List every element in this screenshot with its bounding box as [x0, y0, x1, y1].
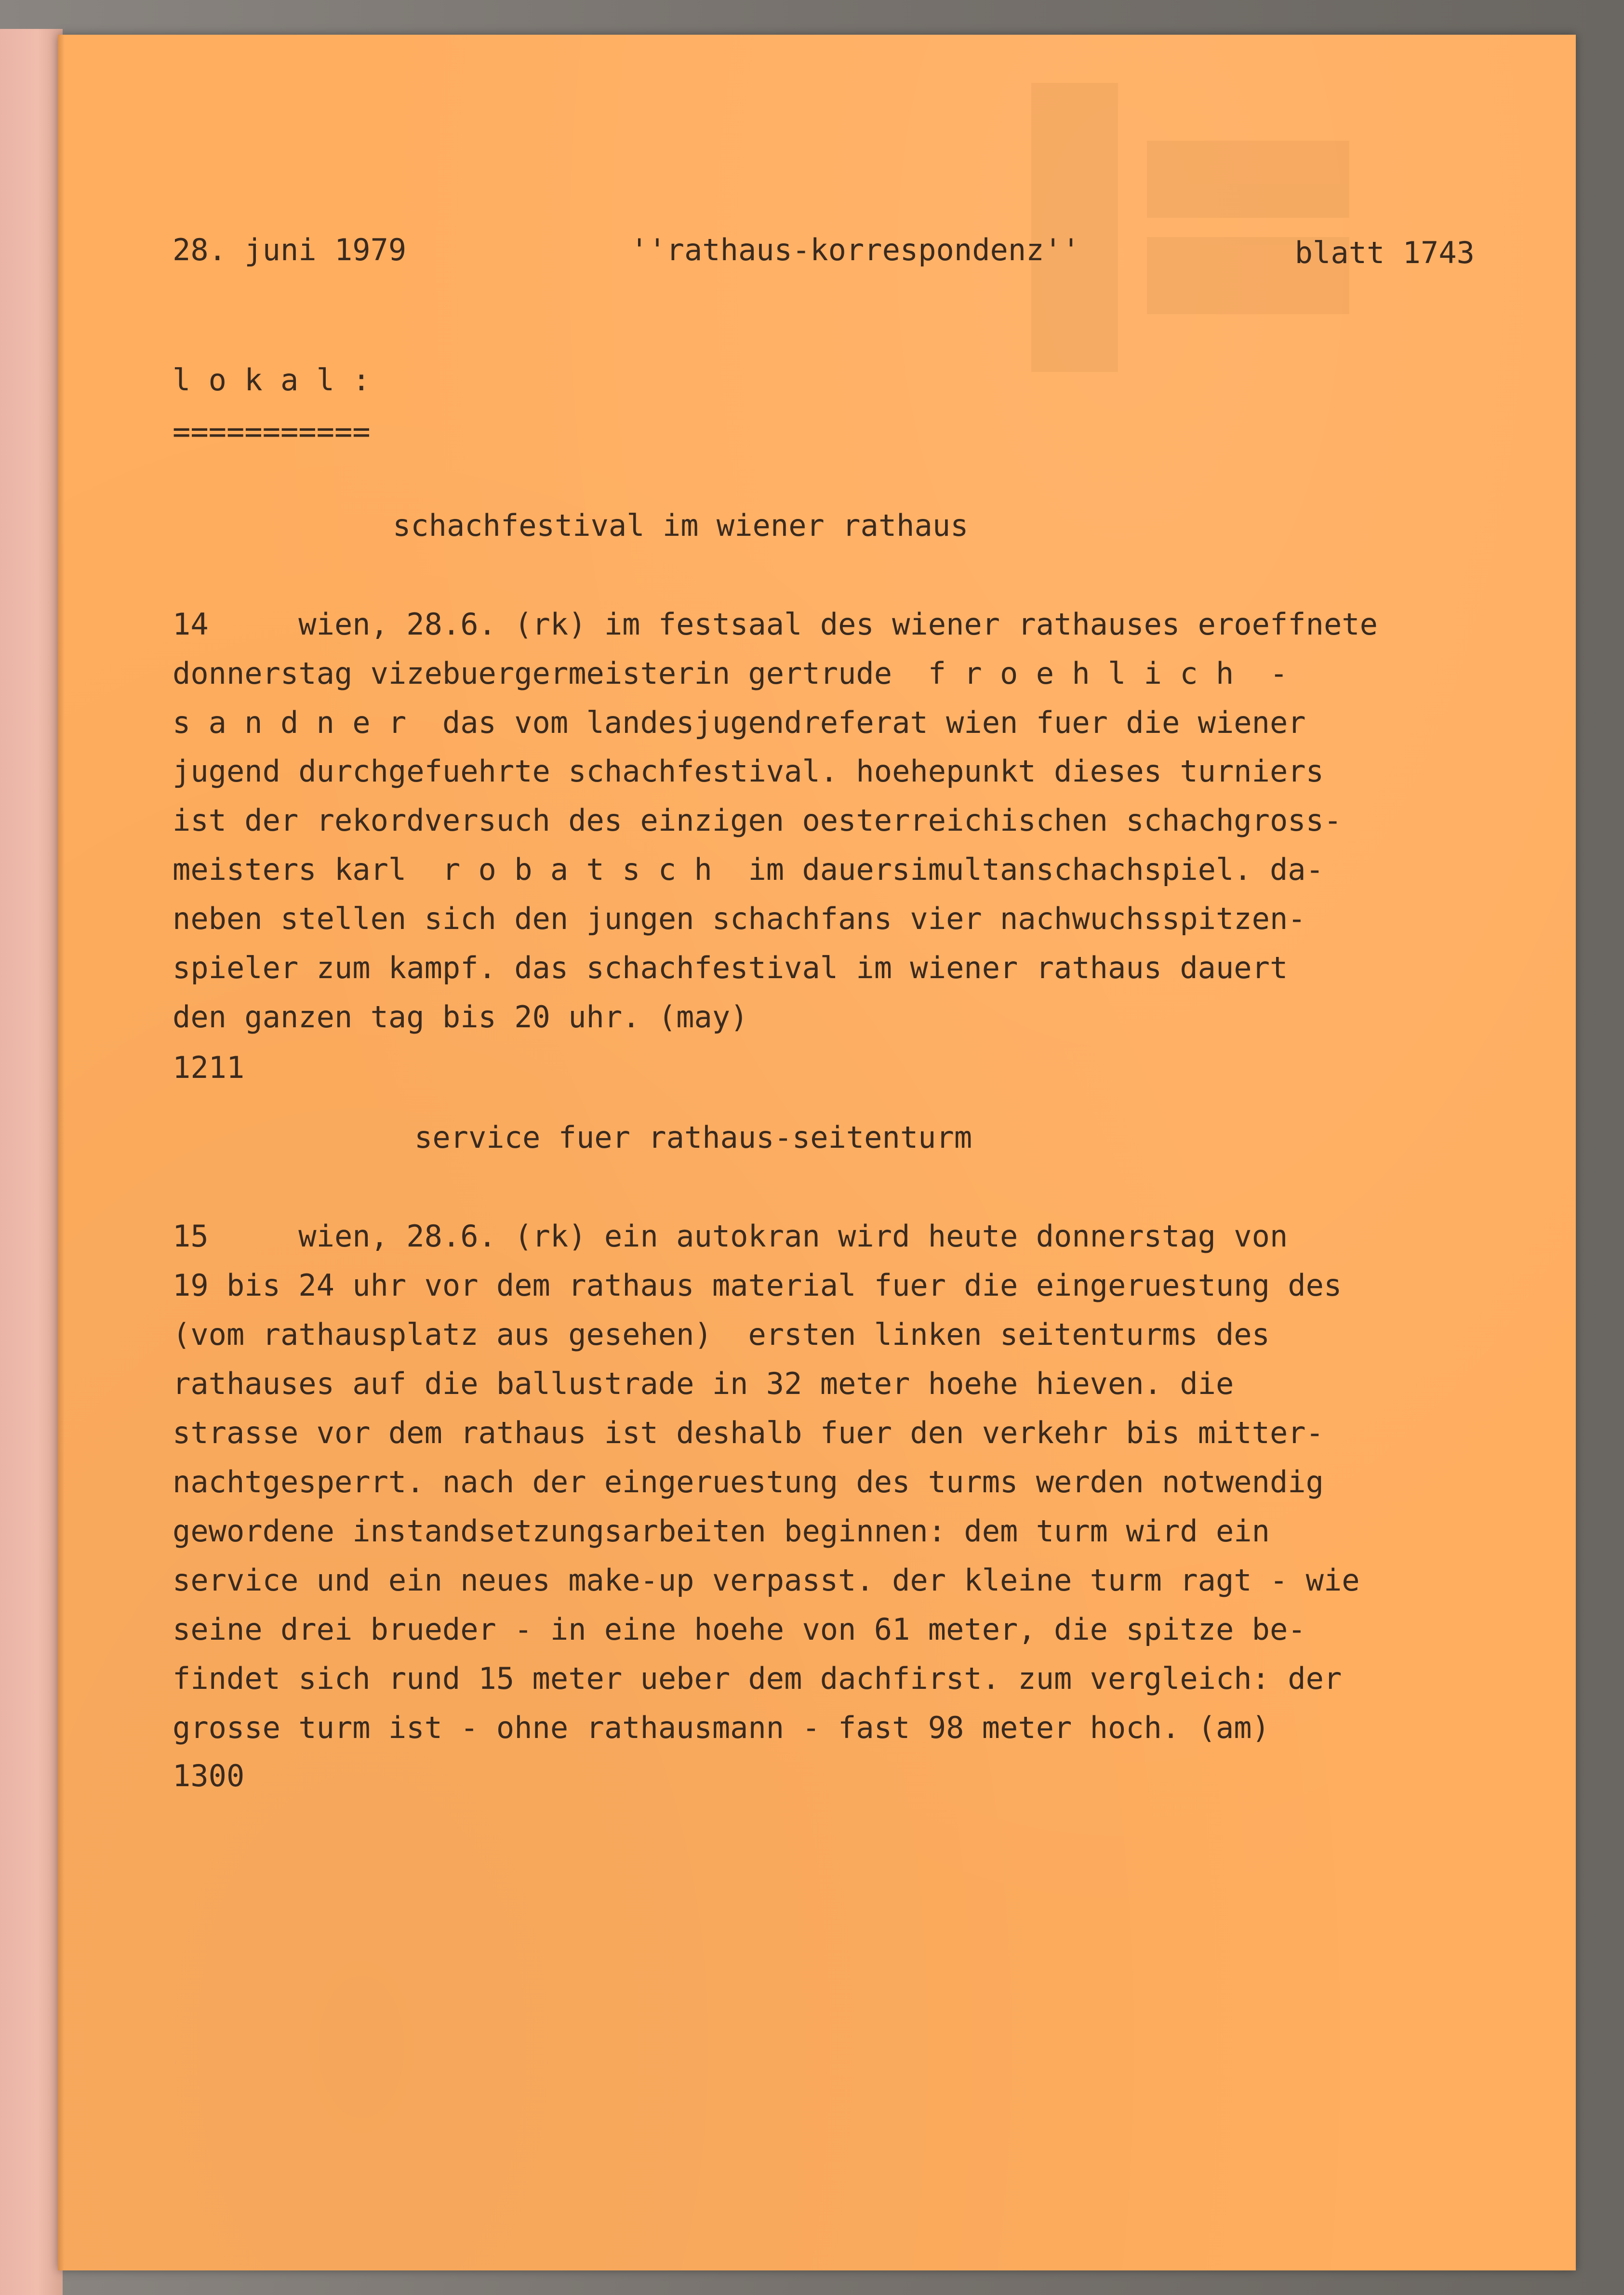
- article-1-line: neben stellen sich den jungen schachfans vier nachwuchsspitzen-: [173, 901, 1306, 936]
- article-2-code: 1300: [173, 1758, 245, 1793]
- header-sheet-number: blatt 1743: [1294, 235, 1475, 270]
- article-1-title: schachfestival im wiener rathaus: [393, 508, 969, 543]
- header-date: 28. juni 1979: [173, 232, 407, 267]
- article-1-line: den ganzen tag bis 20 uhr. (may): [173, 999, 748, 1035]
- article-2-line: nachtgesperrt. nach der eingeruestung des turms werden notwendig: [173, 1464, 1324, 1499]
- letterhead-bleed-through: [1031, 83, 1369, 382]
- section-underline: ===========: [173, 414, 371, 449]
- article-2-line: findet sich rund 15 meter ueber dem dachfirst. zum vergleich: der: [173, 1661, 1342, 1696]
- section-label: l o k a l :: [173, 362, 371, 398]
- article-1-line: 14 wien, 28.6. (rk) im festsaal des wiener rathauses eroeffnete: [173, 607, 1378, 642]
- article-1-line: jugend durchgefuehrte schachfestival. hoehepunkt dieses turniers: [173, 754, 1324, 789]
- previous-page-edge: [0, 29, 63, 2295]
- page-gutter-shadow: [58, 35, 65, 2270]
- article-2-line: 15 wien, 28.6. (rk) ein autokran wird heute donnerstag von: [173, 1219, 1288, 1254]
- article-1-line: spieler zum kampf. das schachfestival im wiener rathaus dauert: [173, 950, 1288, 985]
- article-2-line: gewordene instandsetzungsarbeiten beginnen: dem turm wird ein: [173, 1513, 1270, 1549]
- article-2-line: seine drei brueder - in eine hoehe von 61 meter, die spitze be-: [173, 1612, 1306, 1647]
- article-2-line: strasse vor dem rathaus ist deshalb fuer den verkehr bis mitter-: [173, 1415, 1324, 1450]
- article-1-code: 1211: [173, 1050, 245, 1085]
- article-1-line: meisters karl r o b a t s c h im dauersimultanschachspiel. da-: [173, 852, 1324, 887]
- article-1-line: ist der rekordversuch des einzigen oesterreichischen schachgross-: [173, 803, 1342, 838]
- header-publication: ''rathaus-korrespondenz'': [630, 232, 1080, 267]
- article-2-title: service fuer rathaus-seitenturm: [414, 1120, 972, 1155]
- article-2-line: service und ein neues make-up verpasst. der kleine turm ragt - wie: [173, 1563, 1360, 1598]
- article-2-line: rathauses auf die ballustrade in 32 meter hoehe hieven. die: [173, 1366, 1234, 1401]
- article-1-line: donnerstag vizebuergermeisterin gertrude f r o e h l i c h -: [173, 656, 1288, 691]
- article-2-line: (vom rathausplatz aus gesehen) ersten linken seitenturms des: [173, 1317, 1270, 1352]
- article-2-line: 19 bis 24 uhr vor dem rathaus material fuer die eingeruestung des: [173, 1268, 1342, 1303]
- article-2-line: grosse turm ist - ohne rathausmann - fast 98 meter hoch. (am): [173, 1710, 1270, 1745]
- article-1-line: s a n d n e r das vom landesjugendreferat wien fuer die wiener: [173, 705, 1306, 740]
